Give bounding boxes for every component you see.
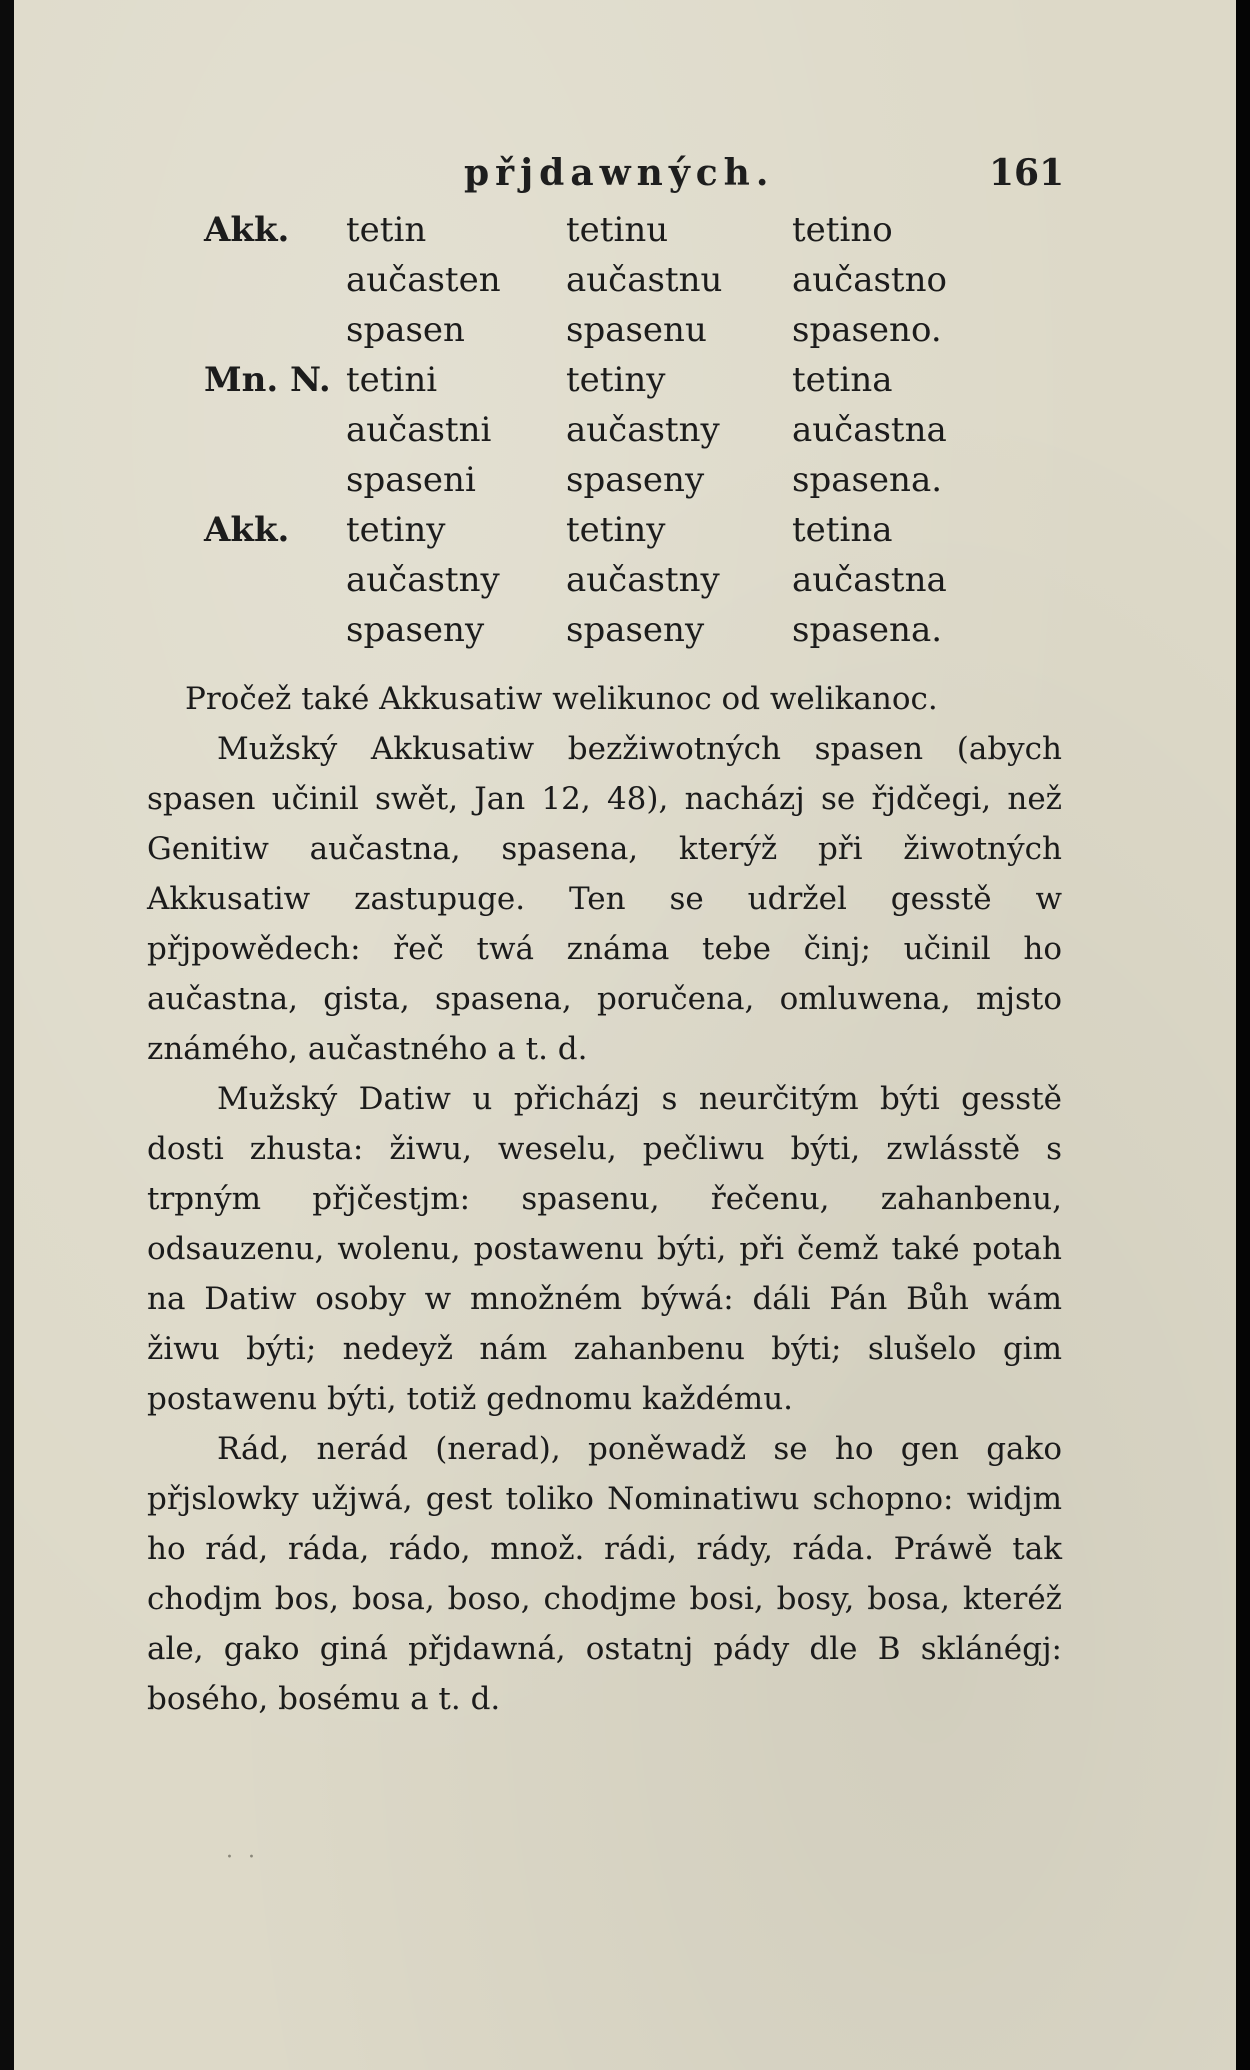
running-head: přjdawných. [464, 152, 775, 194]
feminine-form: aučastny [566, 410, 720, 450]
scan-edge [1236, 0, 1250, 2070]
neuter-form: spasena. [792, 460, 943, 500]
book-page [14, 0, 1236, 2070]
case-label: Akk. [204, 510, 290, 550]
neuter-form: tetino [792, 210, 893, 250]
case-label: Akk. [204, 210, 290, 250]
masculine-form: spaseny [346, 610, 485, 650]
feminine-form: aučastny [566, 560, 720, 600]
declension-row [14, 410, 1236, 458]
masculine-form: tetiny [346, 510, 446, 550]
paragraph: Pročež také Akkusatiw welikunoc od welikanoc. [185, 681, 938, 717]
masculine-form: tetin [346, 210, 427, 250]
feminine-form: tetinu [566, 210, 669, 250]
paragraph: Mužský Akkusatiw bezžiwotných spasen (abych spasen učinil swět, Jan 12, 48), nacházj se řjdčegi, než Genitiw aučastna, spasena, kterýž při žiwotných Akkusatiw zastupuge. Ten se udržel gesstě w přjpowědech: řeč twá známa tebe činj; učinil ho aučastna, gista, spasena, poručena, omluwena, mjsto známého, aučastného a t. d. [147, 731, 1062, 1067]
neuter-form: aučastna [792, 560, 947, 600]
masculine-form: tetini [346, 360, 438, 400]
masculine-form: spasen [346, 310, 465, 350]
body-text [147, 674, 1062, 1774]
neuter-form: tetina [792, 510, 893, 550]
case-label: Mn. N. [204, 360, 331, 400]
declension-row [14, 310, 1236, 358]
declension-row [14, 610, 1236, 658]
neuter-form: spaseno. [792, 310, 942, 350]
page-number: 161 [989, 152, 1065, 194]
declension-row [14, 560, 1236, 608]
feminine-form: tetiny [566, 360, 666, 400]
print-blemish: · · [226, 1845, 259, 1870]
paragraph: Rád, nerád (nerad), poněwadž se ho gen gako přjslowky užjwá, gest toliko Nominatiwu schopno: widjm ho rád, ráda, rádo, množ. rádi, rády, ráda. Práwě tak chodjm bos, bosa, boso, chodjme bosi, bosy, bosa, kteréž ale, gako giná přjdawná, ostatnj pády dle B sklánégj: bosého, bosému a t. d. [147, 1431, 1062, 1717]
neuter-form: spasena. [792, 610, 943, 650]
neuter-form: tetina [792, 360, 893, 400]
masculine-form: spaseni [346, 460, 476, 500]
declension-row [14, 360, 1236, 408]
paragraph: Mužský Datiw u přicházj s neurčitým býti gesstě dosti zhusta: žiwu, weselu, pečliwu býti, zwlásstě s trpným přjčestjm: spasenu, řečenu, zahanbenu, odsauzenu, wolenu, postawenu býti, při čemž také potah na Datiw osoby w množném býwá: dáli Pán Bůh wám žiwu býti; nedeyž nám zahanbenu býti; slušelo gim postawenu býti, totiž gednomu každému. [147, 1081, 1062, 1417]
neuter-form: aučastno [792, 260, 947, 300]
declension-row [14, 210, 1236, 258]
masculine-form: aučasten [346, 260, 501, 300]
feminine-form: spasenu [566, 310, 707, 350]
feminine-form: aučastnu [566, 260, 723, 300]
page-header [14, 152, 1236, 202]
feminine-form: tetiny [566, 510, 666, 550]
declension-row [14, 260, 1236, 308]
feminine-form: spaseny [566, 610, 705, 650]
feminine-form: spaseny [566, 460, 705, 500]
masculine-form: aučastni [346, 410, 492, 450]
declension-row [14, 460, 1236, 508]
declension-table [14, 210, 1236, 670]
declension-row [14, 510, 1236, 558]
neuter-form: aučastna [792, 410, 947, 450]
masculine-form: aučastny [346, 560, 500, 600]
